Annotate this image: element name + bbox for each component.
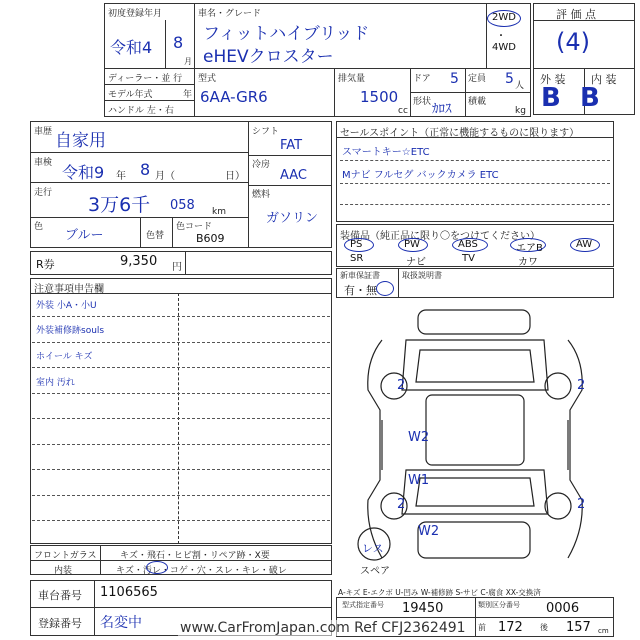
interior-label: 内装	[54, 566, 73, 576]
spare-label: スペア	[360, 566, 390, 577]
mileage-label: 走行	[34, 188, 53, 198]
inspection-label: 車検	[34, 158, 53, 168]
sales-title: セールスポイント（正常に機能するものに限ります）	[340, 128, 580, 139]
notes-box	[30, 278, 332, 544]
warranty-label: 新車保証書	[340, 271, 380, 280]
drive-2wd: 2WD	[492, 12, 516, 23]
front-value: 172	[498, 620, 523, 635]
reg-month: 8	[173, 33, 184, 52]
displacement-value: 1500	[360, 88, 399, 106]
glass-label: フロントガラス	[34, 551, 97, 561]
model-year-label: モデル年式	[108, 90, 153, 100]
aw-circle	[570, 238, 600, 252]
note-rule	[32, 469, 330, 470]
car-name-label: 車名・グレード	[198, 9, 262, 19]
fuel-value: ガソリン	[266, 211, 319, 226]
displacement-unit: cc	[398, 106, 408, 116]
car-name: フィットハイブリッド	[203, 24, 370, 44]
note-rule	[32, 418, 330, 419]
damage-mark-5: 2	[397, 497, 406, 512]
equipment-item: AW	[576, 239, 593, 250]
pw-circle	[398, 238, 428, 252]
recycle-label: R券	[36, 258, 55, 271]
drive-4wd: 4WD	[492, 42, 516, 53]
rear-label: 後	[540, 623, 548, 632]
lot-label: 車台番号	[38, 589, 82, 602]
note-rule	[32, 367, 330, 368]
sales-line-2: Mナビ フルセグ バックカメラ ETC	[342, 170, 499, 181]
shape-value: ｶﾛｽ	[432, 102, 452, 117]
equipment-item: エアB	[516, 243, 543, 254]
color-label: 色	[34, 222, 44, 232]
recycle-value: 9,350	[120, 254, 158, 269]
shift-label: シフト	[252, 127, 280, 137]
dealer-label: ディーラー・並 行	[108, 74, 183, 84]
model-year-unit: 年	[183, 90, 193, 100]
inspection-era: 令和9	[62, 163, 105, 182]
car-grade: eHEVクロスター	[203, 47, 334, 67]
reg-month-unit: 月	[184, 57, 192, 66]
damage-legend: A-キズ E-エクボ U-凹み W-補修跡 S-サビ C-腐食 XX-交換済	[338, 588, 541, 597]
capacity-unit: 人	[515, 81, 525, 91]
damage-mark-4: W1	[408, 473, 430, 488]
class-label: 車歴	[34, 127, 53, 137]
sales-line-1: スマートキー☆ETC	[342, 147, 430, 158]
inspection-year-unit: 年	[116, 171, 126, 182]
fuel-label: 燃料	[252, 190, 271, 200]
note-rule	[32, 342, 330, 343]
mileage-main: 3万6千	[88, 194, 151, 216]
equipment-item: カワ	[518, 257, 538, 268]
type-value: 6AA-GR6	[200, 88, 268, 106]
equipment-title: 装備品（純正品に限り〇をつけてください）	[340, 231, 540, 242]
note-rule	[32, 444, 330, 445]
reg-no-value: 名変中	[100, 615, 142, 631]
mileage-unit: km	[212, 207, 226, 217]
record-label: 取扱説明書	[402, 271, 442, 280]
displacement-label: 排気量	[338, 74, 366, 84]
damage-mark-7: W2	[418, 524, 440, 539]
interior-value: キズ・汚レ・コゲ・穴・スレ・キレ・破レ	[116, 566, 287, 576]
note-line-2: 外装補修跡souls	[36, 326, 105, 336]
capacity-value: 5	[505, 71, 514, 87]
damage-mark-3: W2	[408, 430, 430, 445]
abs-circle	[452, 238, 488, 252]
note-rule	[32, 316, 330, 317]
drive-dot: ・	[496, 31, 506, 42]
equipment-item: TV	[462, 253, 475, 264]
mileage-sub: 058	[170, 198, 195, 213]
inspection-day-unit: 日）	[225, 171, 245, 182]
evaluation-score: (4)	[556, 28, 590, 56]
category-value: 0006	[546, 601, 580, 616]
inspection-month-unit: 月（	[155, 171, 175, 182]
equipment-item: PW	[404, 239, 420, 250]
note-rule	[32, 393, 330, 394]
load-unit: kg	[515, 106, 526, 116]
load-label: 積載	[468, 97, 487, 107]
inspection-month: 8	[140, 160, 151, 179]
color-change-label: 色替	[146, 231, 165, 241]
reg-era: 令和4	[110, 38, 153, 57]
ps-circle	[344, 238, 374, 252]
warranty-none-circle	[376, 281, 394, 296]
handle-label: ハンドル 左・右	[108, 106, 174, 116]
capacity-label: 定員	[468, 74, 487, 84]
glass-value: キズ・飛石・ヒビ割・リペア跡・X要	[120, 551, 270, 561]
spare-mark: レス	[362, 542, 384, 555]
watermark: www.CarFromJapan.com Ref CFJ2362491	[180, 620, 466, 636]
evaluation-label: 評 価 点	[556, 8, 596, 21]
interior-grade-label: 内 装	[591, 73, 617, 86]
type-label: 型式	[198, 74, 217, 84]
lot-value: 1106565	[100, 585, 158, 600]
exterior-grade: B	[541, 83, 561, 113]
class-value: 自家用	[55, 131, 106, 151]
note-line-1: 外装 小A・小U	[36, 301, 97, 311]
damage-mark-2: 2	[577, 378, 586, 393]
stain-circle	[146, 561, 168, 574]
category-label: 類別区分番号	[478, 601, 520, 609]
warranty-value: 有・無	[344, 284, 377, 297]
note-line-3: ホイール キズ	[36, 352, 93, 362]
front-label: 前	[478, 623, 486, 632]
shape-label: 形状	[413, 97, 432, 107]
reg-date-label: 初度登録年月	[108, 9, 163, 19]
note-line-4: 室内 汚れ	[36, 378, 75, 388]
recycle-unit: 円	[172, 262, 182, 273]
ac-label: 冷房	[252, 160, 271, 170]
ac-value: AAC	[280, 168, 307, 183]
exterior-grade-label: 外 装	[540, 73, 566, 86]
note-rule	[32, 520, 330, 521]
shift-value: FAT	[280, 138, 303, 153]
interior-grade: B	[580, 83, 600, 113]
door-value: 5	[450, 71, 459, 87]
color-value: ブルー	[65, 228, 104, 243]
dimension-unit: cm	[598, 627, 609, 635]
color-code-label: 色コード	[176, 222, 213, 232]
airbag-circle	[510, 238, 546, 252]
equipment-item: ナビ	[406, 257, 426, 268]
equipment-item: SR	[350, 253, 364, 264]
equipment-item: PS	[350, 239, 363, 250]
rear-value: 157	[566, 620, 591, 635]
color-code: B609	[196, 232, 225, 245]
damage-mark-6: 2	[577, 497, 586, 512]
notes-title: 注意事項申告欄	[34, 284, 104, 295]
door-label: ドア	[413, 74, 431, 84]
reg-no-label: 登録番号	[38, 617, 82, 630]
approval-label: 型式指定番号	[342, 601, 384, 609]
approval-value: 19450	[402, 601, 444, 616]
note-rule	[32, 495, 330, 496]
equipment-item: ABS	[458, 239, 478, 250]
damage-mark-1: 2	[397, 378, 406, 393]
